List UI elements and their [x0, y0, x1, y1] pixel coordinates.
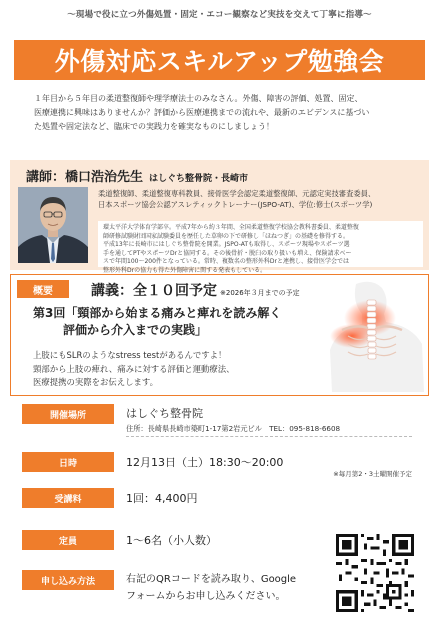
bio-line: 環太平洋大学体育学部卒。平成7年から約３年間、全国柔道整復学校協会教科書委員、柔道整復	[103, 224, 359, 231]
page-title: 外傷対応スキルアップ勉強会	[54, 47, 385, 76]
fee-row	[22, 488, 412, 510]
overview-section	[10, 274, 429, 396]
capacity-label: 定員	[22, 530, 114, 550]
neck-spine-illustration	[322, 278, 424, 392]
lecturer-name: 橋口浩治先生	[65, 170, 144, 185]
desc-line: 医療提携の実際をお伝えします。	[33, 377, 158, 387]
lecturer-credentials	[98, 188, 423, 210]
lecture-note: ※2026年３月までの予定	[220, 289, 300, 297]
credential-line: 柔道整復師、柔道整復専科教員、接骨医学会認定柔道整復師、元認定実技審査委員、	[98, 189, 376, 198]
tagline: 〜現場で役に立つ外傷処置・固定・エコー観察など実技を交えて丁寧に指導〜	[67, 10, 372, 20]
fee-label: 受講料	[22, 488, 114, 508]
lecturer-affiliation: はしぐち整骨院・長崎市	[149, 174, 249, 184]
intro-line: 医療連携に興味はありませんか？評価から医療連携までの流れや、最新のエビデンスに基づい	[34, 108, 370, 117]
overview-heading	[91, 280, 300, 300]
session-description	[33, 349, 333, 390]
credential-line: 日本スポーツ協会公認アスレティックトレーナー(JSPO-AT)、学位:修士(スポーツ学)	[98, 200, 373, 209]
bio-line: 整形外科Drの協力も得た外傷障害に関する発表もしている。	[103, 266, 267, 274]
overview-tag: 概要	[17, 280, 69, 298]
lecturer-photo	[18, 187, 88, 263]
session-title	[33, 305, 333, 339]
session-title-line2: 評価から介入までの実践」	[63, 323, 208, 337]
date-row	[22, 452, 412, 476]
apply-row	[22, 570, 322, 606]
bio-line: 平成13年に長崎市にはしぐち整骨院を開業。JSPO-ATも取得し、スポーツ現場やスポーツ選	[103, 241, 350, 249]
bio-line: 師研修試験財団国家試験委員を歴任した草卵の下で研修し「ほねつぎ」の基礎を修得する。	[103, 232, 350, 240]
venue-address: 住所：長崎県長崎市築町1-17第2岩元ビル TEL：095-818-6608	[126, 424, 341, 433]
venue-name: はしぐち整骨院	[126, 407, 203, 420]
qr-code-icon[interactable]	[336, 534, 414, 612]
intro-text	[34, 92, 426, 134]
apply-label: 申し込み方法	[22, 570, 114, 590]
apply-line1: 右記のQRコードを読み取り、Google	[126, 574, 297, 585]
lecturer-prefix: 講師：	[26, 170, 66, 185]
date-value: 12月13日（土）18:30〜20:00	[126, 456, 284, 469]
fee-value: 1回：4,400円	[126, 492, 198, 505]
lecturer-heading	[26, 166, 248, 185]
venue-label: 開催場所	[22, 404, 114, 424]
bio-line: スで年間100〜200件となっている。常時、複数名の整形外科Drと連携し、接骨医学会では	[103, 258, 349, 266]
title-banner	[14, 40, 425, 80]
lecturer-bio	[98, 221, 423, 274]
lecturer-section	[10, 160, 429, 274]
bio-line: 手を通してPTやスポーツDrと協同する。その後骨折・脱臼の取り扱いも増え、保険請求ベー	[103, 249, 352, 257]
date-note: ※毎月第2・3土曜開催予定	[333, 470, 412, 478]
desc-line: 頸部から上肢の痺れ、痛みに対する評価と運動療法、	[33, 363, 235, 374]
intro-line: た処置や固定法など、臨床での実践力を確実なものにしましょう！	[34, 122, 274, 131]
divider	[126, 436, 412, 437]
capacity-value: 1〜6名（小人数）	[126, 534, 217, 547]
desc-line: 上肢にもSLRのようなstress testがあるんですよ！	[33, 350, 227, 360]
lecture-count: 講義：全１０回予定	[91, 283, 217, 299]
date-label: 日時	[22, 452, 114, 472]
apply-line2: フォームからお申し込みください。	[126, 591, 286, 602]
session-title-line1: 第3回「頸部から始まる痛みと痺れを読み解く	[33, 306, 282, 320]
intro-line: １年目から５年目の柔道整復師や理学療法士のみなさん。外傷、障害の評価、処置、固定、	[34, 94, 363, 103]
venue-row	[22, 404, 412, 438]
